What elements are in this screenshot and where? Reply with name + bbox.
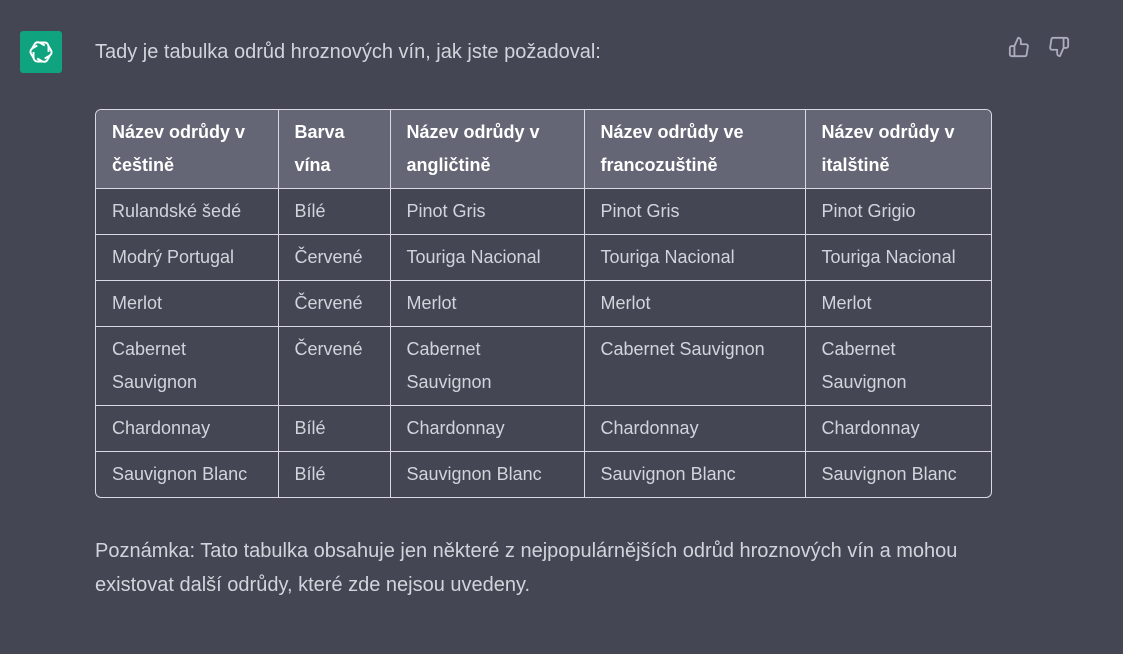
- table-cell: Touriga Nacional: [584, 235, 805, 281]
- table-cell: Merlot: [805, 281, 991, 327]
- table-cell: Bílé: [278, 452, 390, 498]
- table-cell: Merlot: [584, 281, 805, 327]
- openai-logo-icon: [28, 39, 54, 65]
- table-header-row: [96, 110, 991, 189]
- column-header: Název odrůdy v angličtině: [390, 110, 584, 189]
- table-cell: Merlot: [96, 281, 278, 327]
- table-cell: Sauvignon Blanc: [584, 452, 805, 498]
- table-cell: Chardonnay: [584, 406, 805, 452]
- message-note: Poznámka: Tato tabulka obsahuje jen některé z nejpopulárnějších odrůd hroznových vín a mohou existovat další odrůdy, které zde nejsou uvedeny.: [95, 540, 958, 596]
- table-cell: Chardonnay: [390, 406, 584, 452]
- column-header: Název odrůdy ve francozuštině: [584, 110, 805, 189]
- table-cell: Chardonnay: [96, 406, 278, 452]
- column-header: Barva vína: [278, 110, 390, 189]
- table-cell: Červené: [278, 327, 390, 406]
- table-cell: Touriga Nacional: [805, 235, 991, 281]
- table-cell: Červené: [278, 281, 390, 327]
- table-cell: Sauvignon Blanc: [821, 464, 957, 484]
- grape-varieties-table: [95, 109, 992, 498]
- thumbs-up-icon: [1008, 36, 1030, 58]
- table-row: [96, 406, 991, 452]
- dislike-button[interactable]: [1048, 36, 1070, 58]
- table-cell: Cabernet Sauvignon: [96, 327, 278, 406]
- table-cell: Cabernet Sauvignon: [390, 327, 584, 406]
- table-cell: Chardonnay: [805, 406, 991, 452]
- table-cell: Bílé: [278, 189, 390, 235]
- table-cell: Touriga Nacional: [390, 235, 584, 281]
- assistant-avatar: [20, 31, 62, 73]
- table-row: [96, 452, 991, 498]
- table-row: [96, 235, 991, 281]
- table-cell: Cabernet Sauvignon: [584, 327, 805, 406]
- table-cell: Bílé: [278, 406, 390, 452]
- table-cell: Pinot Gris: [584, 189, 805, 235]
- table-cell: Rulandské šedé: [96, 189, 278, 235]
- like-button[interactable]: [1008, 36, 1030, 58]
- table-cell: Sauvignon Blanc: [96, 452, 278, 498]
- column-header: Název odrůdy v češtině: [96, 110, 278, 189]
- table-row: [96, 189, 991, 235]
- column-header: Název odrůdy v italštině: [805, 110, 991, 189]
- table-cell: Pinot Grigio: [805, 189, 991, 235]
- table-row: [96, 327, 991, 406]
- table-cell: Sauvignon Blanc: [390, 452, 584, 498]
- table-cell: Cabernet Sauvignon: [805, 327, 991, 406]
- table-cell: Pinot Gris: [390, 189, 584, 235]
- thumbs-down-icon: [1048, 36, 1070, 58]
- table-cell: Modrý Portugal: [96, 235, 278, 281]
- table-row: [96, 281, 991, 327]
- message-intro: Tady je tabulka odrůd hroznových vín, jak jste požadoval:: [95, 41, 601, 63]
- feedback-buttons: [1008, 36, 1070, 58]
- table-cell: Červené: [278, 235, 390, 281]
- table-cell: Merlot: [390, 281, 584, 327]
